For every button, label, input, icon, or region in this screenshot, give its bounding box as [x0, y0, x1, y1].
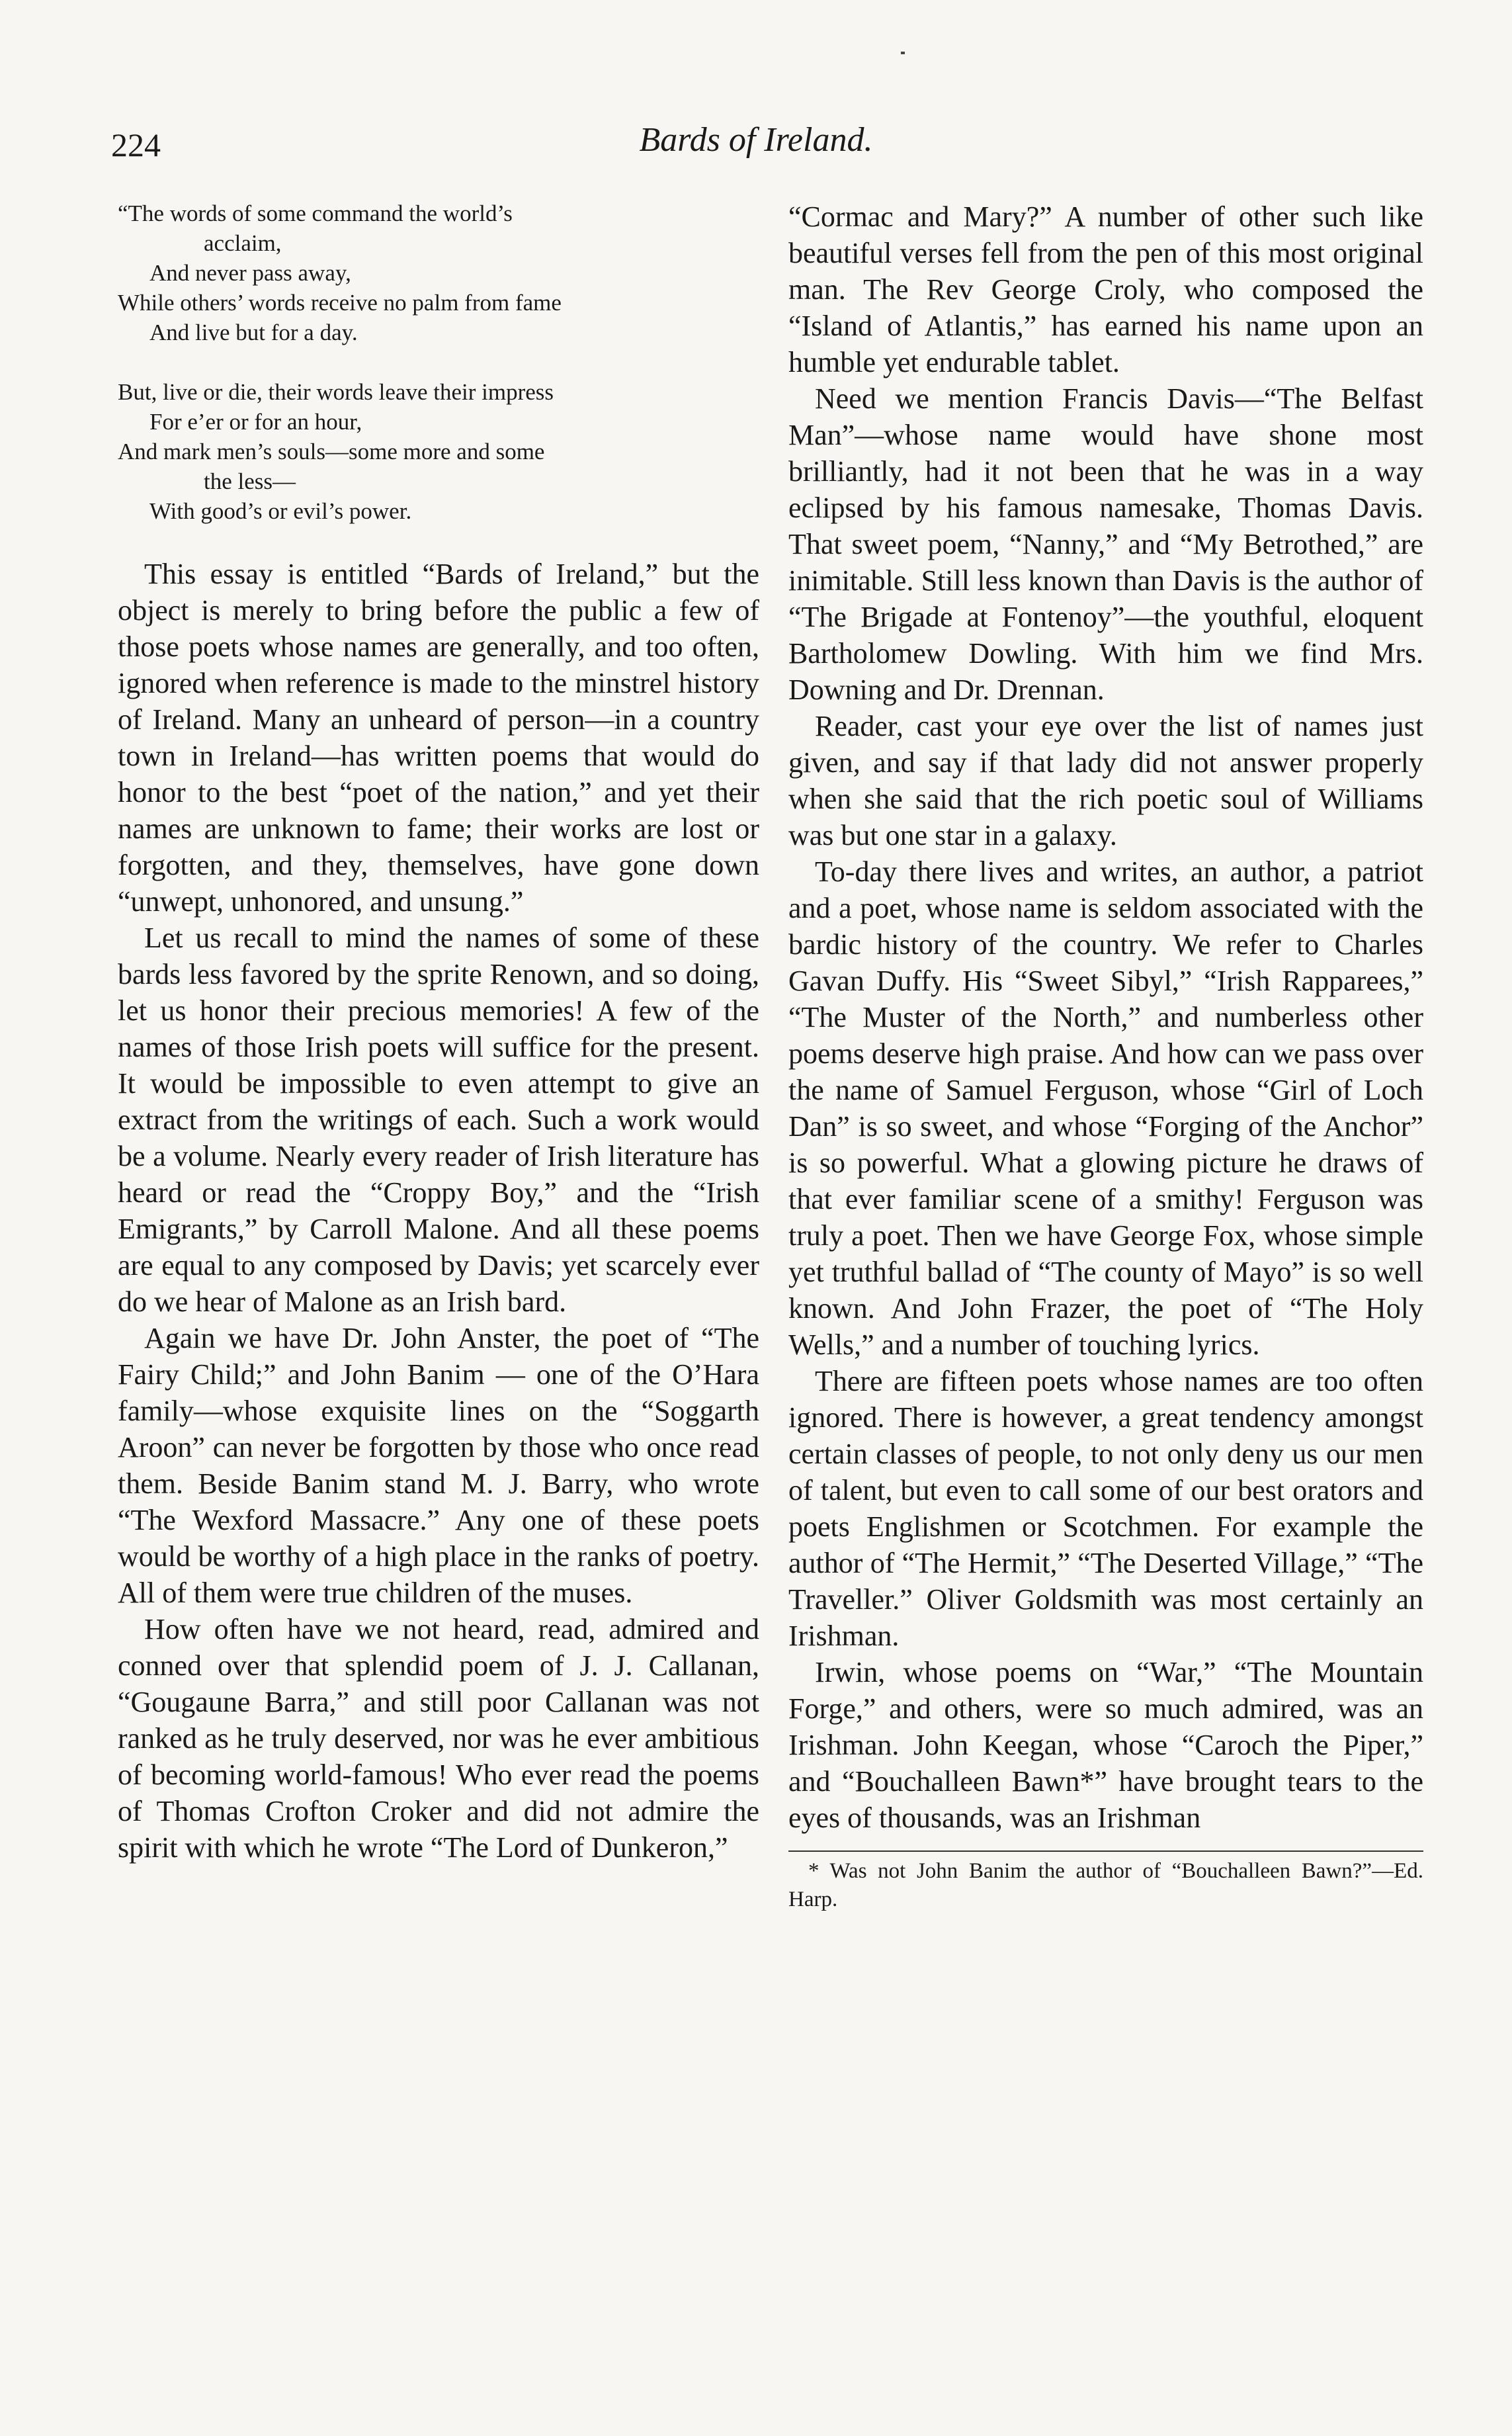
poem-line: And mark men’s souls—some more and some: [118, 439, 545, 464]
poem-line: For e’er or for an hour,: [149, 409, 362, 435]
right-column: [788, 198, 1423, 1914]
body-paragraph: How often have we not heard, read, admired and conned over that splendid poem of J. J. Callanan, “Gougaune Barra,” and still poor Callanan was not ranked as he truly deserved, nor was he ever ambitious of becoming world-famous! Who ever read the poems of Thomas Crofton Croker and did not admire the spirit with which he wrote “The Lord of Dunkeron,”: [118, 1613, 759, 1864]
scan-mark: [901, 52, 905, 54]
footnote-divider: [788, 1850, 1423, 1852]
page-number: 224: [111, 126, 161, 163]
body-paragraph: There are fifteen poets whose names are too often ignored. There is however, a great tendency amongst certain classes of people, to not only deny us our men of talent, but even to call some of our best orators and poets Englishmen or Scotchmen. For example the author of “The Hermit,” “The Deserted Village,” “The Traveller.” Oliver Goldsmith was most certainly an Irishman.: [788, 1365, 1423, 1652]
poem-line: acclaim,: [204, 230, 282, 256]
left-column: [118, 198, 759, 1866]
poem-line: And never pass away,: [149, 260, 351, 286]
poem-line: the less—: [204, 468, 296, 494]
body-paragraph: “Cormac and Mary?” A number of other such like beautiful verses fell from the pen of this most original man. The Rev George Croly, who composed the “Island of Atlantis,” has earned his name upon an humble yet endurable tablet.: [788, 200, 1423, 378]
body-paragraph: This essay is entitled “Bards of Ireland,” but the object is merely to bring before the public a few of those poets whose names are generally, and too often, ignored when reference is made to the minstrel history of Ireland. Many an unheard of person—in a country town in Ireland—has written poems that would do honor to the best “poet of the nation,” and yet their names are unknown to fame; their works are lost or forgotten, and they, themselves, have gone down “unwept, unhonored, and unsung.”: [118, 558, 759, 918]
footnote: * Was not John Banim the author of “Bouchalleen Bawn?”—Ed. Harp.: [788, 1859, 1423, 1911]
poem-line: While others’ words receive no palm from fame: [118, 290, 562, 316]
poem-stanza-2: [118, 377, 759, 526]
body-paragraph: Reader, cast your eye over the list of names just given, and say if that lady did not answer properly when she said that the rich poetic soul of Williams was but one star in a galaxy.: [788, 710, 1423, 851]
poem-line: With good’s or evil’s power.: [149, 498, 412, 524]
poem-line: And live but for a day.: [149, 320, 358, 345]
epigraph-poem: [118, 198, 759, 526]
body-paragraph: To-day there lives and writes, an author, a patriot and a poet, whose name is seldom associated with the bardic history of the country. We refer to Charles Gavan Duffy. His “Sweet Sibyl,” “Irish Rapparees,” “The Muster of the North,” and numberless other poems deserve high praise. And how can we pass over the name of Samuel Ferguson, whose “Girl of Loch Dan” is so sweet, and whose “Forging of the Anchor” is so powerful. What a glowing picture he draws of that ever familiar scene of a smithy! Ferguson was truly a poet. Then we have George Fox, whose simple yet truthful ballad of “The county of Mayo” is so well known. And John Frazer, the poet of “The Holy Wells,” and a number of touching lyrics.: [788, 855, 1423, 1361]
body-paragraph: Irwin, whose poems on “War,” “The Mountain Forge,” and others, were so much admired, was an Irishman. John Keegan, whose “Caroch the Piper,” and “Bouchalleen Bawn*” have brought tears to the eyes of thousands, was an Irishman: [788, 1656, 1423, 1834]
poem-line: “The words of some command the world’s: [118, 200, 513, 226]
body-paragraph: Need we mention Francis Davis—“The Belfast Man”—whose name would have shone most brilliantly, had it not been that he was in a way eclipsed by his famous namesake, Thomas Davis. That sweet poem, “Nanny,” and “My Betrothed,” are inimitable. Still less known than Davis is the author of “The Brigade at Fontenoy”—the youthful, eloquent Bartholomew Dowling. With him we find Mrs. Downing and Dr. Drennan.: [788, 382, 1423, 706]
poem-line: But, live or die, their words leave their impress: [118, 379, 554, 405]
poem-stanza-1: [118, 198, 759, 347]
running-title: Bards of Ireland.: [639, 121, 873, 159]
body-paragraph: Let us recall to mind the names of some of these bards less favored by the sprite Renown, and so doing, let us honor their precious memories! A few of the names of those Irish poets will suffice for the present. It would be impossible to even attempt to give an extract from the writings of each. Such a work would be a volume. Nearly every reader of Irish literature has heard or read the “Croppy Boy,” and the “Irish Emigrants,” by Carroll Malone. And all these poems are equal to any composed by Davis; yet scarcely ever do we hear of Malone as an Irish bard.: [118, 922, 759, 1318]
body-paragraph: Again we have Dr. John Anster, the poet of “The Fairy Child;” and John Banim — one of the O’Hara family—whose exquisite lines on the “Soggarth Aroon” can never be forgotten by those who once read them. Beside Banim stand M. J. Barry, who wrote “The Wexford Massacre.” Any one of these poets would be worthy of a high place in the ranks of poetry. All of them were true children of the muses.: [118, 1322, 759, 1609]
